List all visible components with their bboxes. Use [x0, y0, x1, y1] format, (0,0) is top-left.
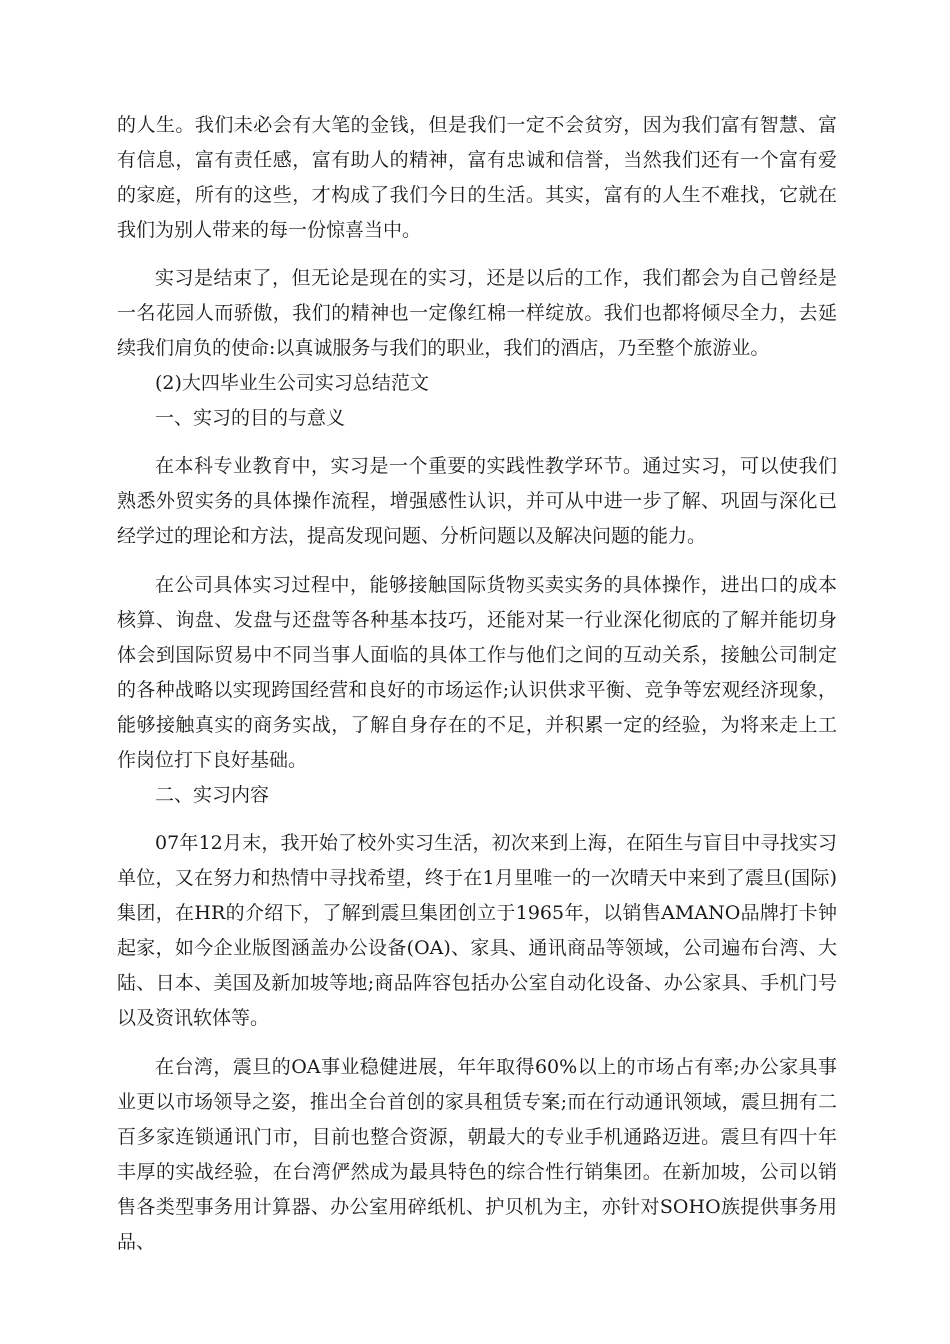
- paragraph-company-intro: 07年12月末，我开始了校外实习生活，初次来到上海，在陌生与盲目中寻找实习单位，又在努力和热情中寻找希望，终于在1月里唯一的一次晴天中来到了震旦(国际)集团，在HR的介绍下，了解到震旦集团创立于1965年，以销售AMANO品牌打卡钟起家，如今企业版图涵盖办公设备(OA)、家具、通讯商品等领域，公司遍布台湾、大陆、日本、美国及新加坡等地;商品阵容包括办公室自动化设备、办公家具、手机门号以及资讯软体等。: [117, 832, 837, 1029]
- heading-content: 二、实习内容: [155, 784, 270, 806]
- paragraph-purpose: 在本科专业教育中，实习是一个重要的实践性教学环节。通过实习，可以使我们熟悉外贸实务的具体操作流程，增强感性认识，并可从中进一步了解、巩固与深化已经学过的理论和方法，提高发现问题、分析问题以及解决问题的能力。: [117, 455, 837, 547]
- paragraph-internship-end: 实习是结束了，但无论是现在的实习，还是以后的工作，我们都会为自己曾经是一名花园人而骄傲，我们的精神也一定像红棉一样绽放。我们也都将倾尽全力，去延续我们肩负的使命:以真诚服务与我们的职业，我们的酒店，乃至整个旅游业。: [117, 267, 837, 359]
- document-page: [117, 108, 837, 1260]
- paragraph-intro-continuation: 的人生。我们未必会有大笔的金钱，但是我们一定不会贫穷，因为我们富有智慧、富有信息，富有责任感，富有助人的精神，富有忠诚和信誉，当然我们还有一个富有爱的家庭，所有的这些，才构成了我们今日的生活。其实，富有的人生不难找，它就在我们为别人带来的每一份惊喜当中。: [117, 114, 837, 241]
- paragraph-process: 在公司具体实习过程中，能够接触国际货物买卖实务的具体操作，进出口的成本核算、询盘、发盘与还盘等各种基本技巧，还能对某一行业深化彻底的了解并能切身体会到国际贸易中不同当事人面临的具体工作与他们之间的互动关系，接触公司制定的各种战略以实现跨国经营和良好的市场运作;认识供求平衡、竞争等宏观经济现象，能够接触真实的商务实战，了解自身存在的不足，并积累一定的经验，为将来走上工作岗位打下良好基础。: [117, 574, 837, 771]
- paragraph-taiwan-business: 在台湾，震旦的OA事业稳健进展，年年取得60%以上的市场占有率;办公家具事业更以市场领导之姿，推出全台首创的家具租赁专案;而在行动通讯领域，震旦拥有二百多家连锁通讯门市，目前也整合资源，朝最大的专业手机通路迈进。震旦有四十年丰厚的实战经验，在台湾俨然成为最具特色的综合性行销集团。在新加坡，公司以销售各类型事务用计算器、办公室用碎纸机、护贝机为主，亦针对SOHO族提供事务用品、: [117, 1056, 837, 1253]
- heading-purpose: 一、实习的目的与意义: [155, 407, 346, 429]
- section-title: (2)大四毕业生公司实习总结范文: [155, 372, 429, 394]
